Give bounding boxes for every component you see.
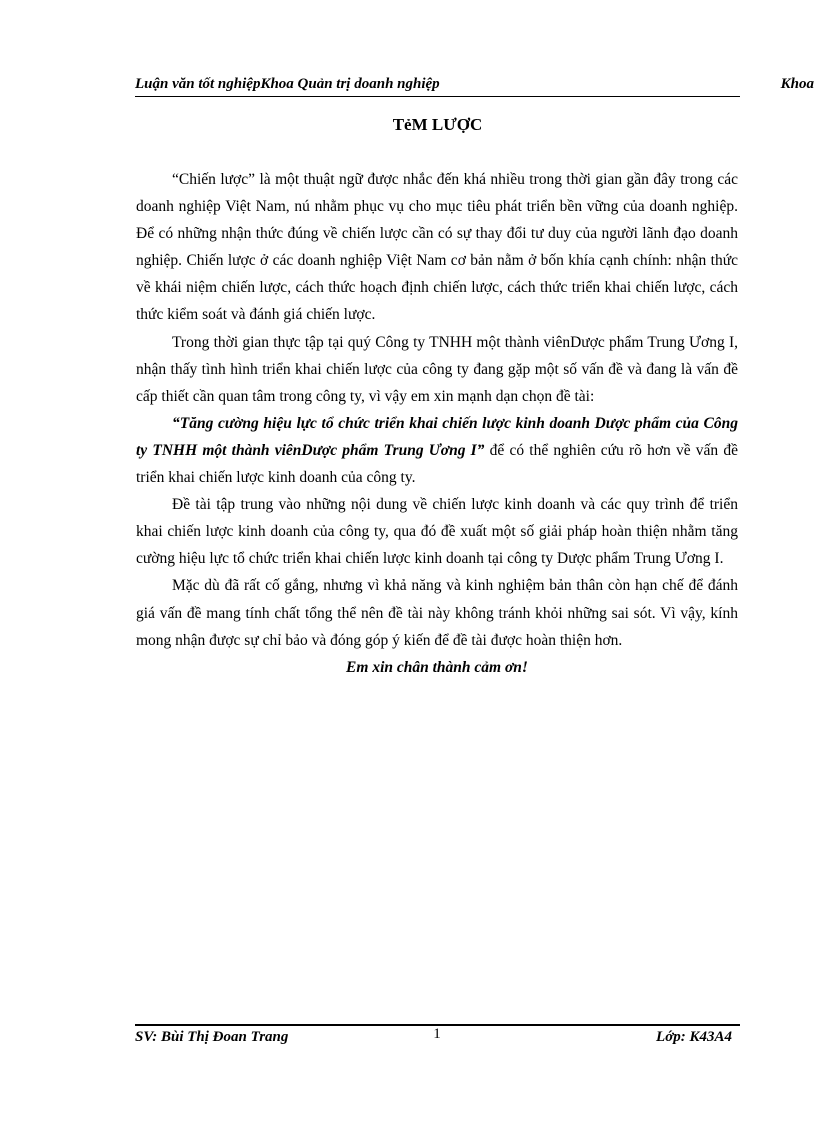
footer-class: Lớp: K43A4 (656, 1029, 732, 1045)
closing-thanks: Em xin chân thành cảm ơn! (346, 658, 528, 676)
page-number: 1 (433, 1026, 441, 1042)
header-rule (135, 96, 740, 97)
topic-title: “Tăng cường hiệu lực tổ chức triển khai chiến lược kinh doanh Dược phẩm của Công ty TNHH một thành viênDược phẩm Trung Ương I” (136, 414, 738, 459)
paragraph-intro: “Chiến lược” là một thuật ngữ được nhắc đến khá nhiều trong thời gian gần đây trong các doanh nghiệp Việt Nam, nú nhằm phục vụ cho mục tiêu phát triển bền vững của doanh nghiệp. Để có những nhận thức đúng về chiến lược cần có sự thay đổi tư duy của người lãnh đạo doanh nghiệp. Chiến lược ở các doanh nghiệp Việt Nam cơ bản nằm ở bốn khía cạnh chính: nhận thức về khái niệm chiến lược, cách thức hoạch định chiến lược, cách thức triển khai chiến lược, cách thức kiểm soát và đánh giá chiến lược. (136, 171, 738, 324)
topic-rest: để có thể nghiên cứu rõ hơn về vấn đề triển khai chiến lược kinh doanh của công ty. (136, 441, 738, 487)
document-body (136, 166, 738, 681)
footer-student-name: SV: Bùi Thị Đoan Trang (135, 1029, 289, 1045)
header-left-text: Luận văn tốt nghiệpKhoa Quản trị doanh nghiệp (135, 76, 440, 92)
page-title: TẻM LƯỢC (392, 115, 483, 134)
paragraph-internship: Trong thời gian thực tập tại quý Công ty TNHH một thành viênDược phẩm Trung Ương I, nhận thấy tình hình triển khai chiến lược của công ty đang gặp một số vấn đề và đang là vấn đề cấp thiết cần quan tâm trong công ty, vì vậy em xin mạnh dạn chọn đề tài: (136, 333, 738, 405)
paragraph-topic (136, 410, 738, 491)
paragraph-scope: Đề tài tập trung vào những nội dung về chiến lược kinh doanh và các quy trình để triển khai chiến lược kinh doanh của công ty, qua đó đề xuất một số giải pháp hoàn thiện nhằm tăng cường hiệu lực tổ chức triển khai chiến lược kinh doanh tại công ty Dược phẩm Trung Ương I. (136, 496, 738, 568)
paragraph-acknowledgement: Mặc dù đã rất cố gắng, nhưng vì khả năng và kinh nghiệm bản thân còn hạn chế để đánh giá vấn đề mang tính chất tổng thể nên đề tài này không tránh khỏi những sai sót. Vì vậy, kính mong nhận được sự chỉ bảo và đóng góp ý kiến để đề tài được hoàn thiện hơn. (136, 577, 738, 649)
header-right-text: Khoa (780, 76, 814, 92)
